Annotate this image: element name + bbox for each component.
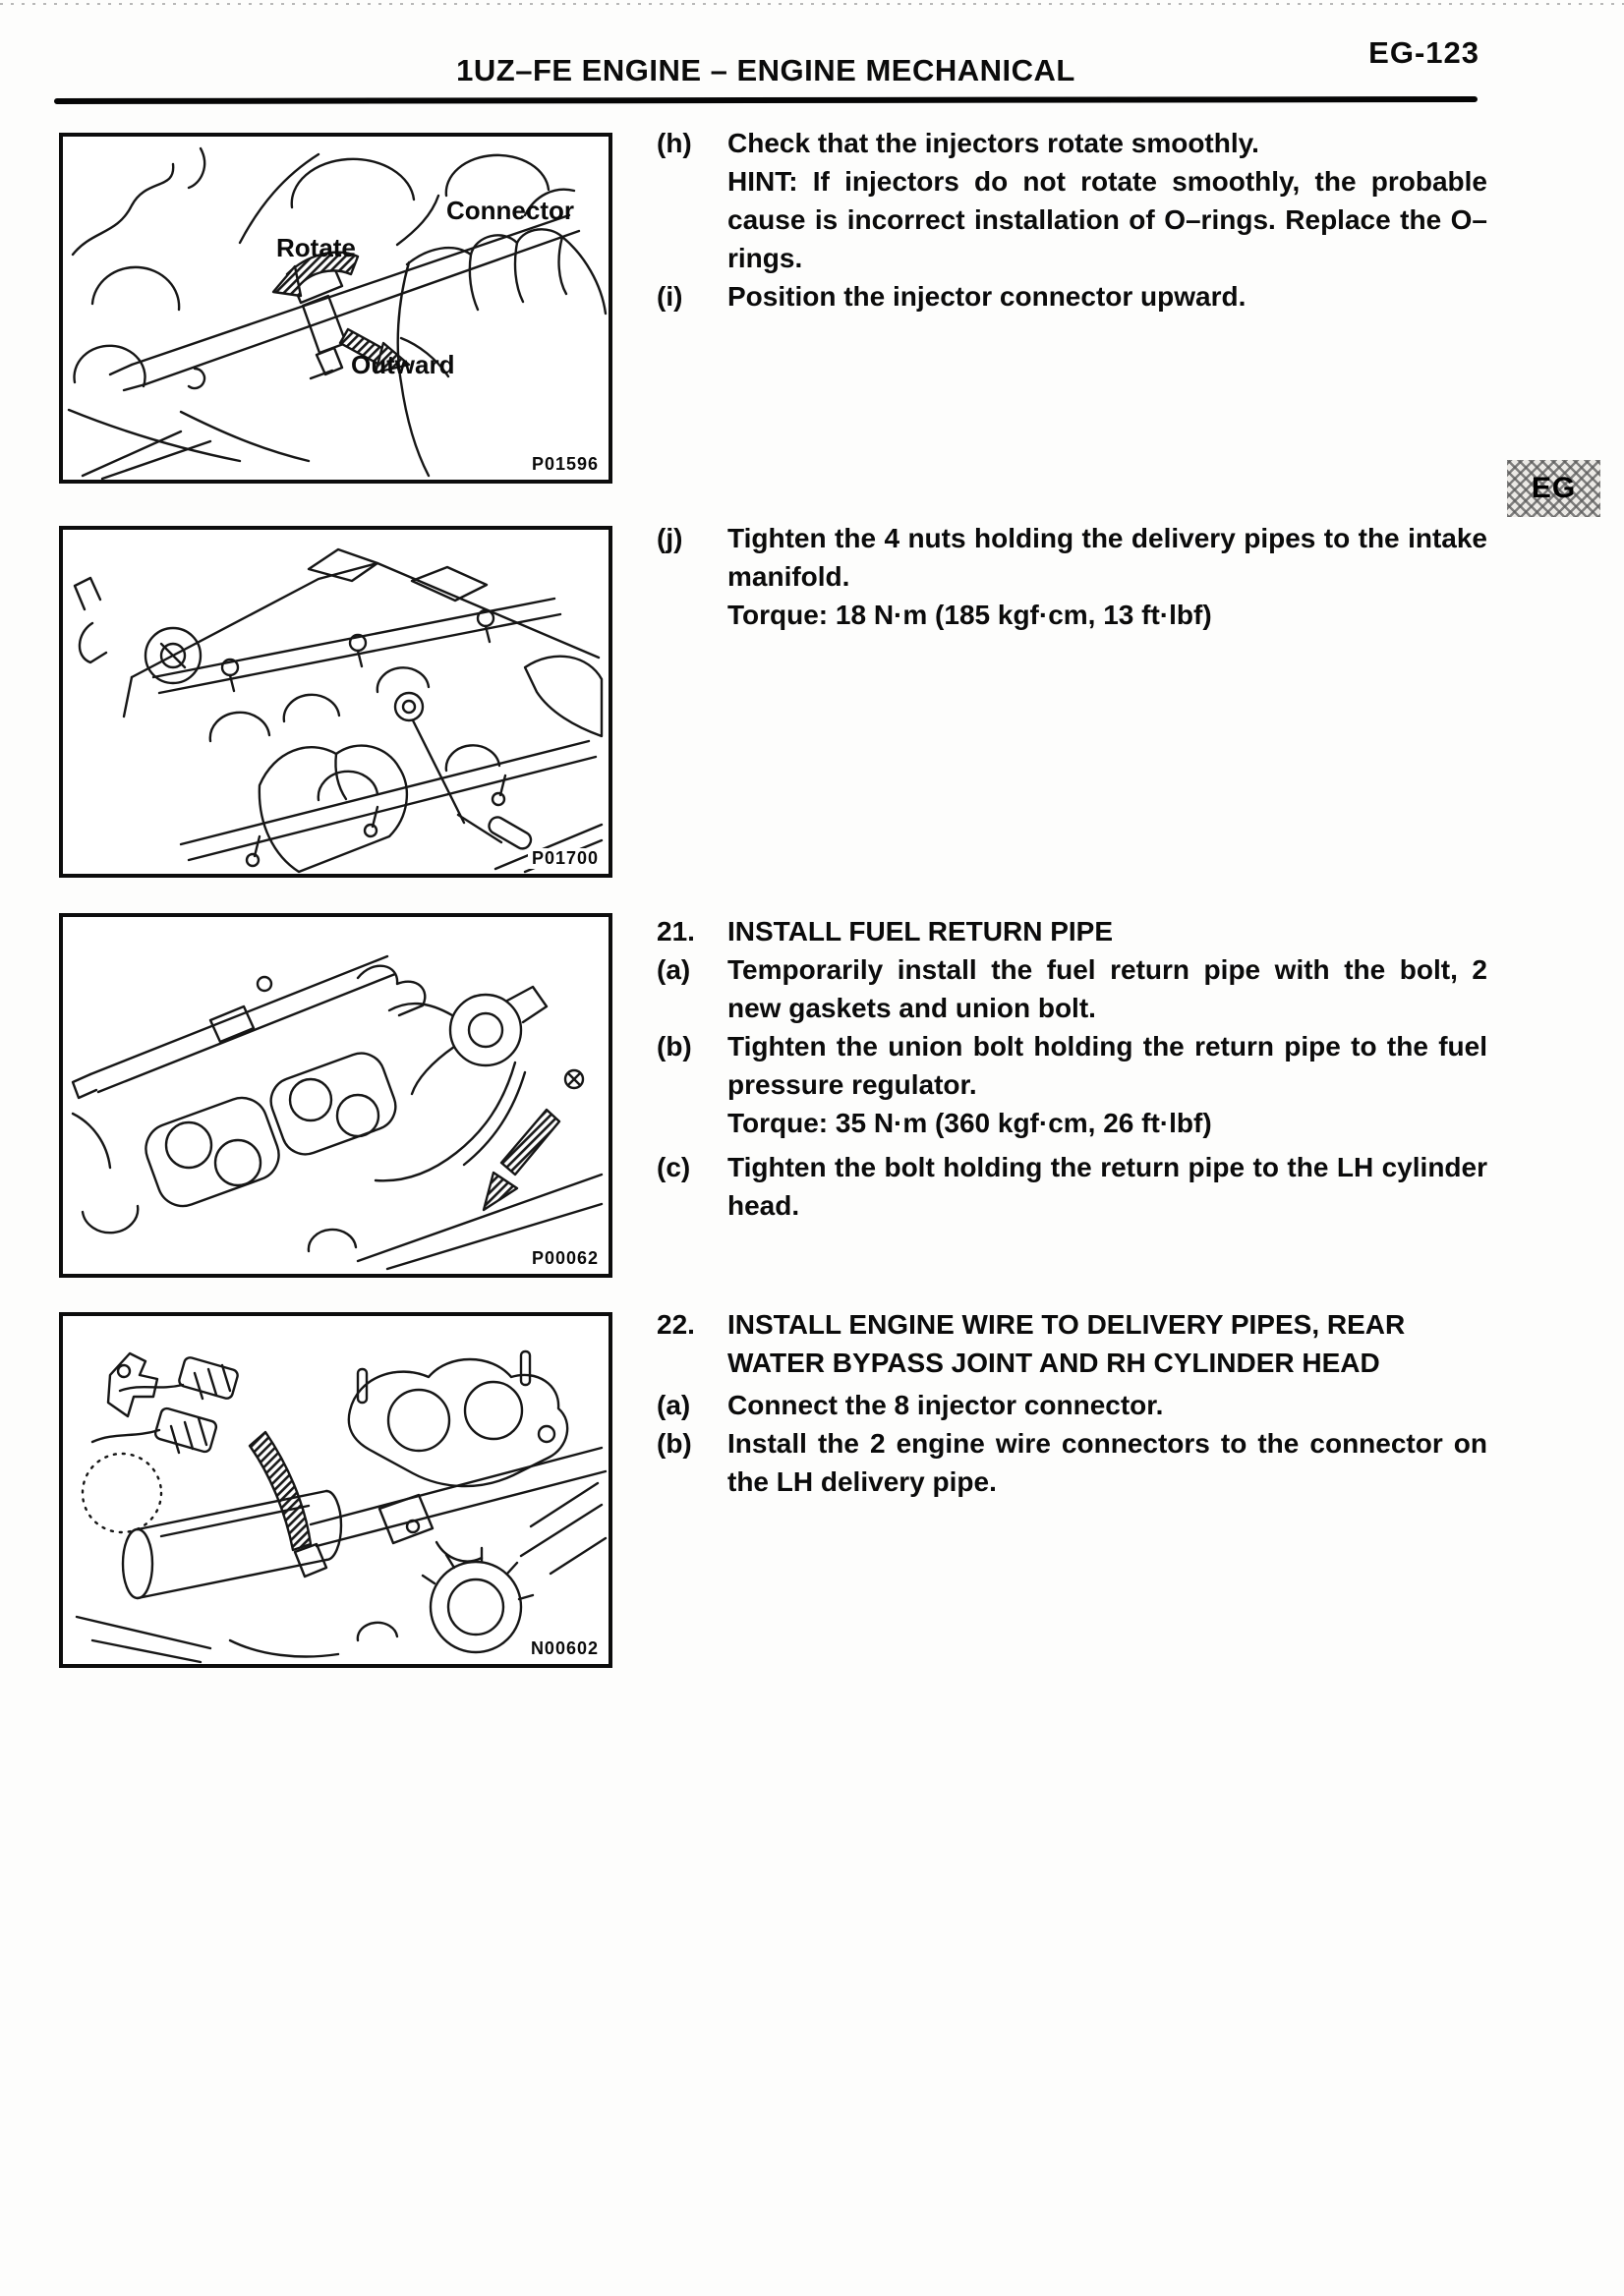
section-21-heading	[657, 912, 1487, 950]
step-h	[657, 124, 1487, 277]
step-label: (a)	[657, 1390, 691, 1420]
step-body	[727, 124, 1487, 277]
figure-sketch-engine-wire-connectors	[63, 1316, 609, 1664]
step-22b	[657, 1424, 1487, 1501]
callout-outward: Outward	[351, 350, 455, 379]
step-text: Tighten the 4 nuts holding the delivery pipes to the intake manifold.	[727, 523, 1487, 592]
instruction-section-22	[657, 1305, 1487, 1501]
section-title: INSTALL ENGINE WIRE TO DELIVERY PIPES, REAR WATER BYPASS JOINT AND RH CYLINDER HEAD	[727, 1309, 1406, 1378]
figure-code: N00602	[527, 1638, 599, 1659]
page-number: EG-123	[1368, 35, 1479, 70]
step-i	[657, 277, 1487, 316]
instruction-block-j	[657, 519, 1487, 634]
step-text: Position the injector connector upward.	[727, 281, 1247, 312]
step-label: (b)	[657, 1428, 692, 1459]
torque-spec: Torque: 18 N·m (185 kgf·cm, 13 ft·lbf)	[727, 600, 1212, 630]
step-text: Check that the injectors rotate smoothly.	[727, 128, 1259, 158]
step-label: (b)	[657, 1031, 692, 1062]
header-rule	[54, 96, 1478, 104]
step-body	[727, 950, 1487, 1027]
instruction-block-h-i	[657, 124, 1487, 316]
figure-sketch-injector-rotation	[63, 137, 609, 480]
step-label: (h)	[657, 128, 692, 158]
callout-rotate: Rotate	[276, 233, 356, 262]
step-text: Tighten the bolt holding the return pipe to the LH cylinder head.	[727, 1152, 1487, 1221]
step-label: (a)	[657, 954, 691, 985]
callout-connector: Connector	[446, 196, 574, 225]
step-j	[657, 519, 1487, 634]
step-text: Tighten the union bolt holding the return pipe to the fuel pressure regulator.	[727, 1031, 1487, 1100]
step-hint: HINT: If injectors do not rotate smoothly, the probable cause is incorrect installation of O–rings. Replace the O–rings.	[727, 166, 1487, 273]
section-number: 21.	[657, 916, 695, 947]
figure-delivery-pipe-nuts	[59, 526, 612, 878]
figure-injector-rotation	[59, 133, 612, 484]
step-body	[727, 519, 1487, 634]
figure-code: P01700	[528, 848, 599, 869]
step-21c	[657, 1148, 1487, 1225]
eg-section-tab-label: EG	[1531, 472, 1577, 504]
step-text: Temporarily install the fuel return pipe with the bolt, 2 new gaskets and union bolt.	[727, 954, 1487, 1023]
instruction-section-21	[657, 912, 1487, 1225]
page-title: 1UZ–FE ENGINE – ENGINE MECHANICAL	[456, 53, 1075, 87]
figure-fuel-return-pipe	[59, 913, 612, 1278]
figure-sketch-delivery-pipe-nuts	[63, 530, 609, 874]
figure-sketch-fuel-return-pipe	[63, 917, 609, 1274]
section-number: 22.	[657, 1309, 695, 1340]
section-title: INSTALL FUEL RETURN PIPE	[727, 916, 1114, 947]
step-21a	[657, 950, 1487, 1027]
step-label: (i)	[657, 281, 683, 312]
figure-engine-wire-connectors	[59, 1312, 612, 1668]
step-body	[727, 1424, 1487, 1501]
figure-code: P00062	[528, 1248, 599, 1269]
step-21b	[657, 1027, 1487, 1142]
step-text: Connect the 8 injector connector.	[727, 1390, 1164, 1420]
figure-code: P01596	[528, 454, 599, 475]
eg-section-tab	[1507, 460, 1600, 517]
step-label: (j)	[657, 523, 683, 553]
step-label: (c)	[657, 1152, 691, 1182]
step-body	[727, 277, 1487, 316]
step-body	[727, 1148, 1487, 1225]
step-text: Install the 2 engine wire connectors to the connector on the LH delivery pipe.	[727, 1428, 1487, 1497]
step-22a	[657, 1386, 1487, 1424]
step-body	[727, 1386, 1487, 1424]
torque-spec: Torque: 35 N·m (360 kgf·cm, 26 ft·lbf)	[727, 1108, 1212, 1138]
section-22-heading	[657, 1305, 1487, 1382]
step-body	[727, 1027, 1487, 1142]
